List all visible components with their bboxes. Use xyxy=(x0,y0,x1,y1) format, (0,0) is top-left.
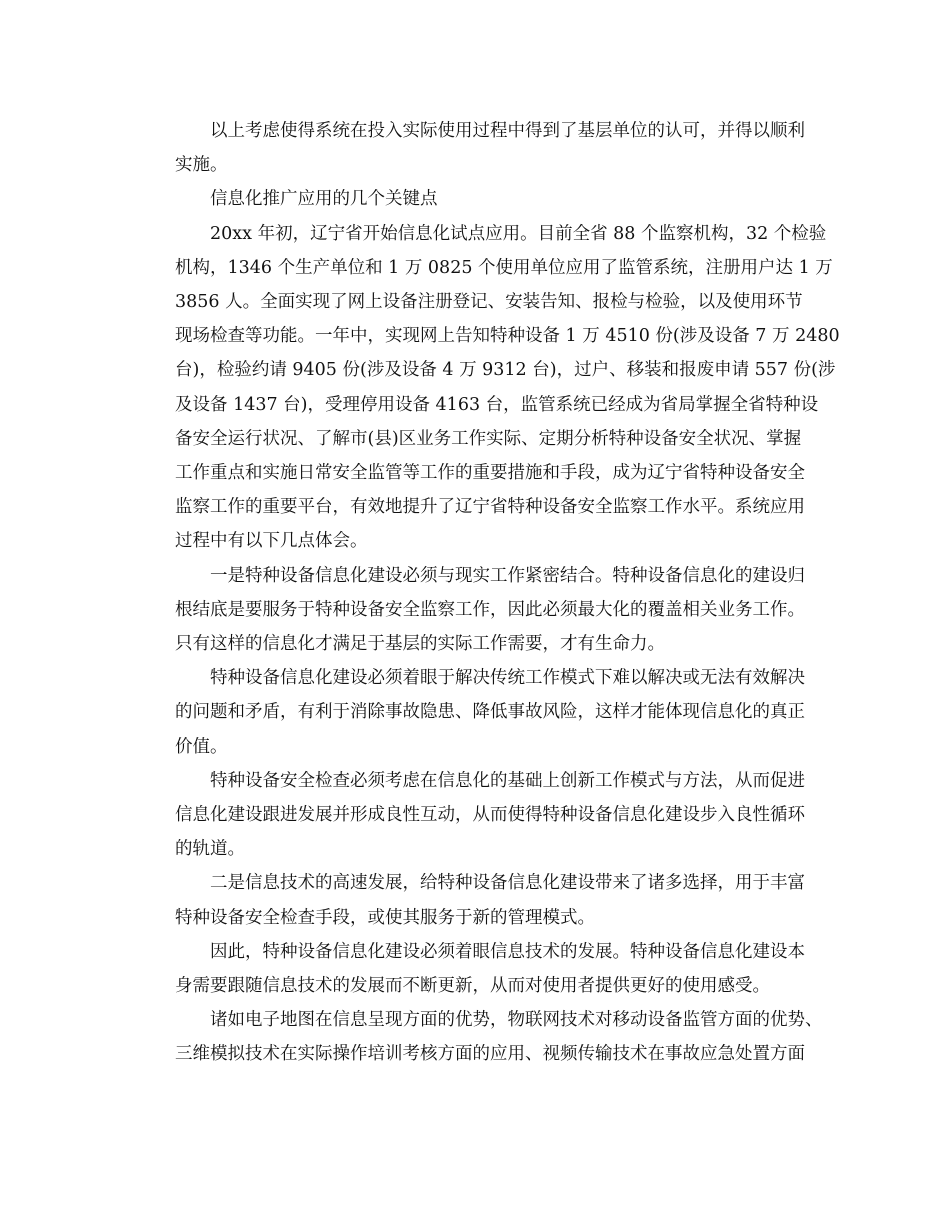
heading-text: 信息化推广应用的几个关键点 xyxy=(210,189,438,210)
text-line: 诸如电子地图在信息呈现方面的优势，物联网技术对移动设备监管方面的优势、 xyxy=(210,1010,823,1031)
text-line: 的问题和矛盾，有利于消除事故隐患、降低事故风险，这样才能体现信息化的真正 xyxy=(175,702,805,723)
paragraph-9 xyxy=(140,1003,823,1071)
text-line: 根结底是要服务于特种设备安全监察工作，因此必须最大化的覆盖相关业务工作。 xyxy=(175,599,805,620)
paragraph-1 xyxy=(140,114,812,182)
text-line: 台)，检验约请 9405 份(涉及设备 4 万 9312 台)，过户、移装和报废申请 557 份(涉 xyxy=(175,360,836,381)
text-line: 三维模拟技术在实际操作培训考核方面的应用、视频传输技术在事故应急处置方面 xyxy=(175,1044,805,1065)
text-line: 信息化建设跟进发展并形成良性互动，从而使得特种设备信息化建设步入良性循环 xyxy=(175,805,805,826)
text-line: 3856 人。全面实现了网上设备注册登记、安装告知、报检与检验，以及使用环节 xyxy=(175,292,803,313)
text-line: 一是特种设备信息化建设必须与现实工作紧密结合。特种设备信息化的建设归 xyxy=(210,565,805,586)
text-line: 及设备 1437 台)，受理停用设备 4163 台，监管系统已经成为省局掌握全省特种设 xyxy=(175,394,819,415)
paragraph-5 xyxy=(140,661,812,764)
text-line: 价值。 xyxy=(175,736,228,757)
text-line: 机构，1346 个生产单位和 1 万 0825 个使用单位应用了监管系统，注册用户达 1 万 xyxy=(175,257,833,278)
paragraph-6 xyxy=(140,764,812,867)
text-line: 工作重点和实施日常安全监管等工作的重要措施和手段，成为辽宁省特种设备安全 xyxy=(175,463,805,484)
paragraph-3 xyxy=(140,217,840,559)
paragraph-4 xyxy=(140,559,812,662)
text-line: 现场检查等功能。一年中，实现网上告知特种设备 1 万 4510 份(涉及设备 7 万 2480 xyxy=(175,326,840,347)
text-line: 以上考虑使得系统在投入实际使用过程中得到了基层单位的认可，并得以顺利 xyxy=(210,121,805,141)
text-line: 监察工作的重要平台，有效地提升了辽宁省特种设备安全监察工作水平。系统应用 xyxy=(175,497,805,518)
paragraph-8 xyxy=(140,935,812,1003)
document-body xyxy=(140,114,840,1072)
section-heading xyxy=(140,182,812,216)
text-line: 二是信息技术的高速发展，给特种设备信息化建设带来了诸多选择，用于丰富 xyxy=(210,873,805,894)
text-line: 特种设备安全检查必须考虑在信息化的基础上创新工作模式与方法，从而促进 xyxy=(210,770,805,791)
text-line: 过程中有以下几点体会。 xyxy=(175,531,368,552)
text-line: 身需要跟随信息技术的发展而不断更新，从而对使用者提供更好的使用感受。 xyxy=(175,976,770,997)
text-line: 因此，特种设备信息化建设必须着眼信息技术的发展。特种设备信息化建设本 xyxy=(210,941,805,962)
text-line: 20xx 年初，辽宁省开始信息化试点应用。目前全省 88 个监察机构，32 个检验 xyxy=(210,223,827,244)
text-line: 特种设备信息化建设必须着眼于解决传统工作模式下难以解决或无法有效解决 xyxy=(210,668,805,689)
text-line: 备安全运行状况、了解市(县)区业务工作实际、定期分析特种设备安全状况、掌握 xyxy=(175,428,802,449)
text-line: 的轨道。 xyxy=(175,839,245,860)
text-line: 只有这样的信息化才满足于基层的实际工作需要，才有生命力。 xyxy=(175,634,665,655)
paragraph-7 xyxy=(140,866,812,934)
text-line: 实施。 xyxy=(175,155,228,176)
text-line: 特种设备安全检查手段，或使其服务于新的管理模式。 xyxy=(175,907,595,928)
